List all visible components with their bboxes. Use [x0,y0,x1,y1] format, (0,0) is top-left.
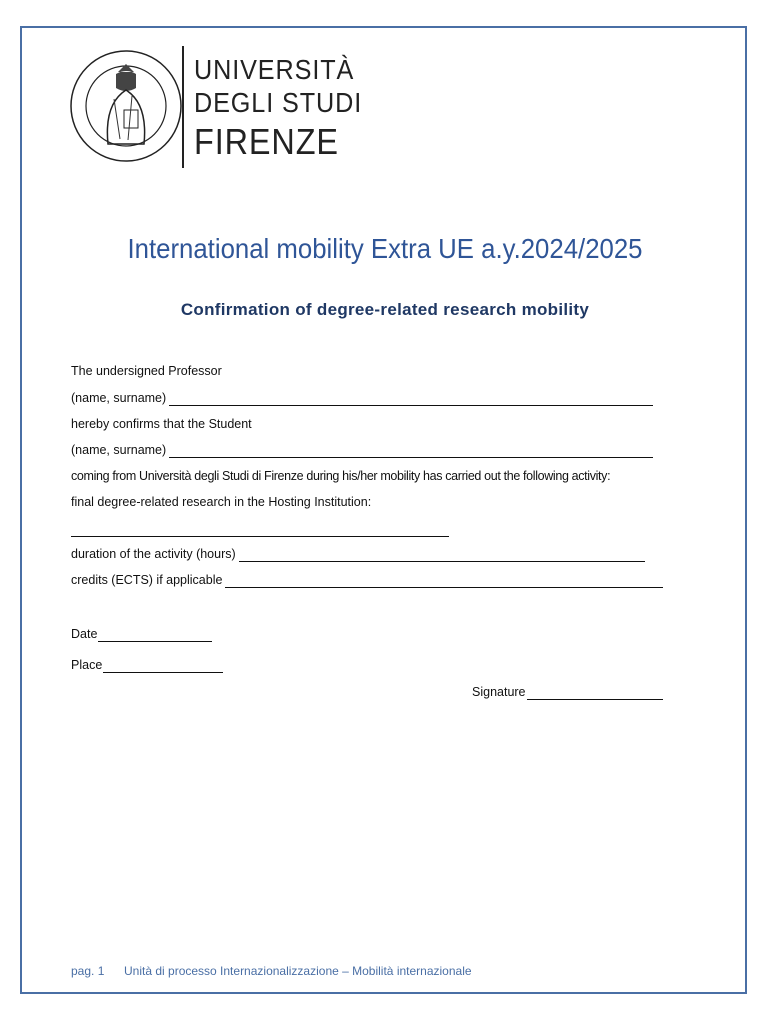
professor-intro [71,363,222,379]
student-name-row [71,442,653,458]
page-subtitle: Confirmation of degree-related research mobility [180,300,590,319]
university-logo [66,44,363,169]
date-row [71,626,212,642]
credits-label: credits (ECTS) if applicable [71,573,223,587]
footer-page-number: pag. 1 [71,964,105,978]
hosting-institution-field[interactable] [71,524,449,537]
signature-row [472,684,663,700]
credits-row [71,572,663,588]
place-field[interactable] [103,660,223,673]
date-field[interactable] [98,629,212,642]
signature-field[interactable] [527,687,663,700]
logo-text-degli-studi: DEGLI STUDI [194,87,363,118]
confirms-text: hereby confirms that the Student [71,417,252,431]
date-label: Date [71,627,98,641]
logo-divider [182,46,184,168]
student-name-label: (name, surname) [71,443,167,457]
duration-label: duration of the activity (hours) [71,547,236,561]
professor-name-row [71,390,653,406]
place-label: Place [71,658,103,672]
professor-name-label: (name, surname) [71,391,167,405]
institution-row [71,521,449,537]
student-name-field[interactable] [169,445,653,458]
duration-row [71,546,645,562]
research-row [71,494,371,510]
signature-label: Signature [472,685,526,699]
logo-text-universita: UNIVERSITÀ [194,54,355,85]
confirms-row [71,416,252,432]
activity-row [71,468,610,484]
professor-intro-text: The undersigned Professor [71,364,222,378]
logo-text-firenze: FIRENZE [194,121,339,162]
research-text: final degree-related research in the Hosting Institution: [71,495,372,509]
credits-field[interactable] [225,575,663,588]
professor-name-field[interactable] [169,393,653,406]
footer-unit: Unità di processo Internazionalizzazione – Mobilità internazionale [124,964,472,978]
page-title: International mobility Extra UE a.y.2024/2025 [127,233,643,264]
page-border [20,26,747,994]
duration-field[interactable] [239,549,645,562]
place-row [71,657,223,673]
activity-text: coming from Università degli Studi di Firenze during his/her mobility has carried out the following activity: [71,469,611,483]
university-seal-icon [66,44,186,164]
